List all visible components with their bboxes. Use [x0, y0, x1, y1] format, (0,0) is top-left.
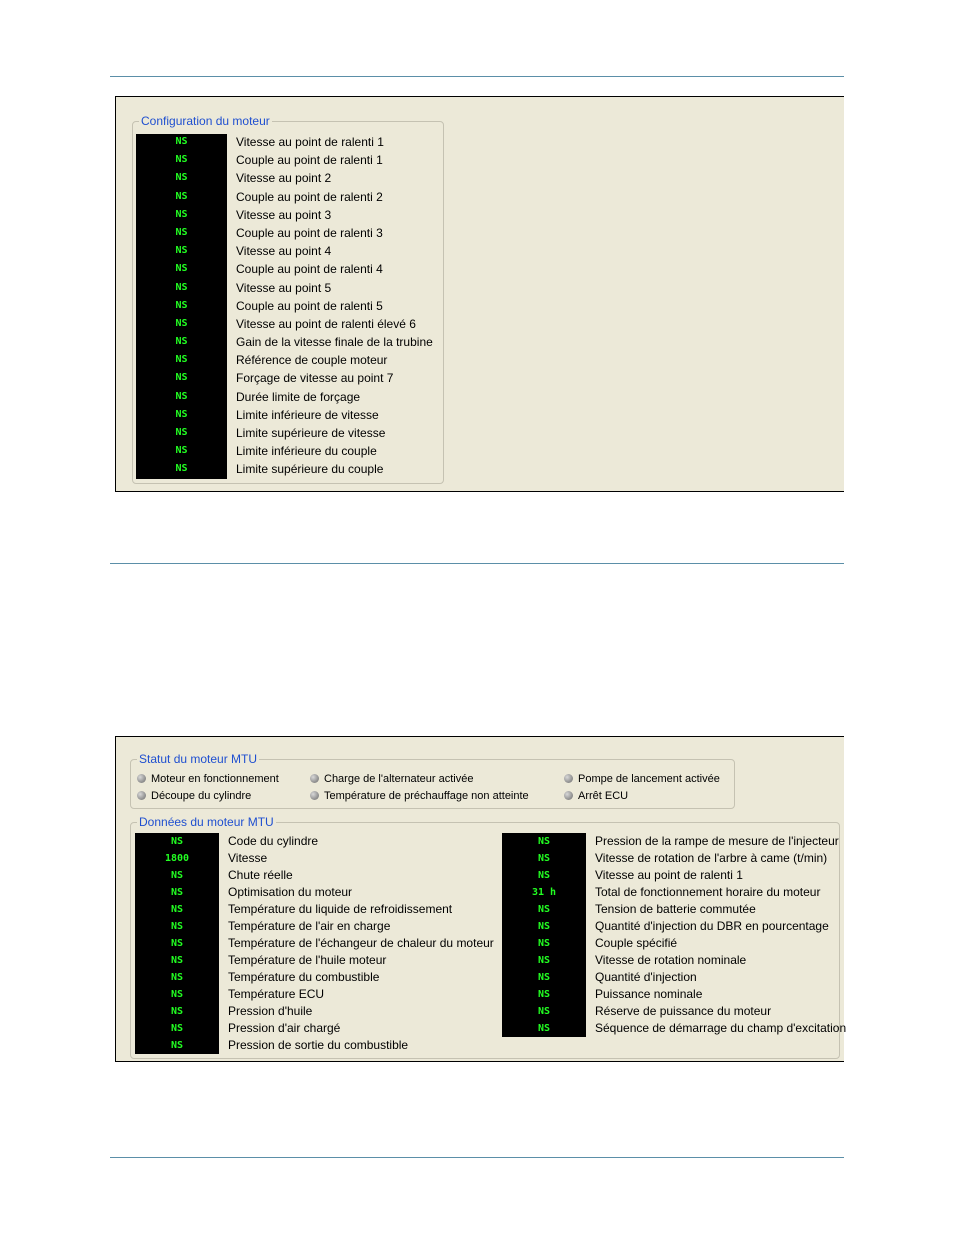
engine-config-row — [136, 351, 436, 369]
engine-config-label: Limite inférieure du couple — [236, 444, 377, 459]
mtu-data-label: Température ECU — [228, 987, 325, 1001]
mtu-data-row — [135, 952, 495, 969]
engine-config-label: Vitesse au point 4 — [236, 244, 332, 259]
mtu-data-value: NS — [537, 955, 551, 966]
engine-config-label: Forçage de vitesse au point 7 — [236, 371, 394, 386]
status-led-icon — [564, 774, 573, 783]
mtu-data-value: NS — [170, 1006, 184, 1017]
mtu-data-value: NS — [170, 1040, 184, 1051]
engine-config-row — [136, 424, 436, 442]
engine-config-label: Couple au point de ralenti 4 — [236, 262, 383, 277]
mtu-data-value: NS — [537, 904, 551, 915]
mtu-data-row — [135, 918, 495, 935]
mtu-data-row — [502, 1003, 832, 1020]
status-led-icon — [310, 774, 319, 783]
engine-config-label: Durée limite de forçage — [236, 389, 361, 404]
engine-config-value: NS — [175, 208, 188, 220]
mtu-data-row — [502, 935, 832, 952]
mtu-data-row — [502, 918, 832, 935]
engine-config-value: NS — [175, 263, 188, 275]
mtu-data-label: Vitesse au point de ralenti 1 — [595, 868, 743, 882]
mtu-status-label: Température de préchauffage non atteinte — [324, 790, 529, 802]
mtu-data-row — [135, 969, 495, 986]
engine-config-row — [136, 133, 436, 151]
engine-config-list — [136, 133, 436, 479]
engine-config-row — [136, 369, 436, 387]
mtu-data-label: Quantité d'injection — [595, 970, 697, 984]
engine-config-label: Vitesse au point 5 — [236, 280, 332, 295]
engine-config-row — [136, 242, 436, 260]
engine-config-row — [136, 406, 436, 424]
mtu-data-value: 31 h — [531, 887, 557, 898]
mtu-data-value: NS — [537, 853, 551, 864]
engine-config-value: NS — [175, 281, 188, 293]
mtu-data-value: NS — [537, 972, 551, 983]
engine-config-value: NS — [175, 372, 188, 384]
mtu-data-row — [502, 884, 832, 901]
mtu-data-label: Chute réelle — [228, 868, 293, 882]
mtu-data-value: NS — [170, 836, 184, 847]
engine-config-row — [136, 260, 436, 278]
engine-config-value: NS — [175, 154, 188, 166]
engine-config-row — [136, 388, 436, 406]
mtu-data-row — [135, 1020, 495, 1037]
engine-config-row — [136, 151, 436, 169]
mtu-data-value: NS — [170, 870, 184, 881]
engine-config-row — [136, 169, 436, 187]
mtu-data-right-list — [502, 833, 847, 1037]
bottom-divider — [110, 1157, 844, 1158]
engine-config-label: Couple au point de ralenti 5 — [236, 298, 383, 313]
mtu-data-row — [135, 1037, 495, 1054]
mtu-data-label: Température du liquide de refroidissement — [228, 902, 453, 916]
status-led-icon — [137, 774, 146, 783]
mtu-status-item — [310, 789, 529, 803]
mtu-status-label: Arrêt ECU — [578, 790, 629, 802]
mtu-data-label: Température de l'huile moteur — [228, 953, 387, 967]
engine-config-row — [136, 279, 436, 297]
engine-config-label: Couple au point de ralenti 3 — [236, 225, 383, 240]
status-led-icon — [564, 791, 573, 800]
mtu-status-item — [310, 772, 473, 786]
engine-config-row — [136, 333, 436, 351]
engine-config-title: Configuration du moteur — [141, 114, 270, 128]
mtu-data-label: Quantité d'injection du DBR en pourcentage — [595, 919, 829, 933]
mtu-data-value: NS — [170, 1023, 184, 1034]
mtu-data-label: Pression de la rampe de mesure de l'injecteur — [595, 834, 839, 848]
mtu-data-value: NS — [537, 1023, 551, 1034]
mtu-data-value: NS — [537, 921, 551, 932]
mtu-status-item — [137, 789, 251, 803]
mtu-data-value: NS — [170, 887, 184, 898]
status-led-icon — [310, 791, 319, 800]
mtu-data-value: NS — [537, 870, 551, 881]
mtu-status-label: Découpe du cylindre — [151, 790, 252, 802]
mtu-data-label: Vitesse de rotation de l'arbre à came (t/min) — [595, 851, 828, 865]
mtu-data-label: Pression de sortie du combustible — [228, 1038, 409, 1052]
engine-config-row — [136, 206, 436, 224]
status-led-icon — [137, 791, 146, 800]
top-divider — [110, 76, 844, 77]
mtu-data-label: Tension de batterie commutée — [595, 902, 756, 916]
engine-config-row — [136, 297, 436, 315]
engine-config-value: NS — [175, 427, 188, 438]
mtu-status-title: Statut du moteur MTU — [139, 752, 258, 766]
mtu-data-value: NS — [537, 836, 551, 847]
mtu-data-row — [135, 901, 495, 918]
engine-config-label: Vitesse au point 3 — [236, 207, 332, 222]
engine-config-value: NS — [175, 136, 188, 147]
mtu-data-row — [502, 833, 839, 850]
mtu-data-label: Pression d'air chargé — [228, 1021, 341, 1035]
mtu-data-value: NS — [170, 989, 184, 1000]
engine-config-row — [136, 188, 436, 206]
engine-config-value: NS — [175, 354, 188, 366]
engine-config-value: NS — [175, 408, 188, 420]
engine-config-label: Limite supérieure du couple — [236, 462, 384, 477]
engine-config-value: NS — [175, 226, 188, 238]
mtu-data-row — [135, 850, 495, 867]
engine-config-value: NS — [175, 463, 188, 475]
engine-config-value: NS — [175, 445, 188, 457]
engine-config-value: NS — [175, 317, 188, 329]
engine-config-label: Gain de la vitesse finale de la trubine — [236, 335, 433, 350]
engine-config-label: Limite supérieure de vitesse — [236, 426, 386, 440]
engine-config-label: Vitesse au point de ralenti élevé 6 — [236, 316, 416, 331]
mtu-data-label: Température de l'échangeur de chaleur du moteur — [228, 936, 494, 950]
middle-divider — [110, 563, 844, 564]
mtu-data-label: Total de fonctionnement horaire du moteur — [595, 885, 821, 899]
engine-config-label: Limite inférieure de vitesse — [236, 407, 379, 422]
mtu-status-item — [137, 772, 279, 786]
engine-config-row — [136, 460, 436, 478]
mtu-data-label: Vitesse — [228, 851, 268, 865]
engine-config-value: NS — [175, 390, 188, 402]
mtu-data-title: Données du moteur MTU — [139, 815, 274, 829]
mtu-data-value: 1800 — [164, 853, 190, 864]
mtu-data-value: NS — [537, 989, 551, 1000]
mtu-data-row — [135, 986, 495, 1003]
engine-config-label: Vitesse au point 2 — [236, 171, 332, 186]
engine-config-value: NS — [175, 190, 188, 202]
mtu-data-label: Vitesse de rotation nominale — [595, 953, 747, 967]
mtu-data-label: Pression d'huile — [228, 1004, 313, 1018]
mtu-data-value: NS — [170, 955, 184, 966]
mtu-data-value: NS — [170, 972, 184, 983]
engine-config-label: Vitesse au point de ralenti 1 — [236, 135, 384, 149]
mtu-data-value: NS — [170, 921, 184, 932]
mtu-data-label: Température du combustible — [228, 970, 380, 984]
engine-config-label: Couple au point de ralenti 1 — [236, 153, 383, 168]
mtu-data-row — [135, 833, 495, 850]
engine-config-row — [136, 442, 436, 460]
engine-config-label: Référence de couple moteur — [236, 353, 388, 368]
mtu-data-row — [502, 969, 832, 986]
mtu-status-item — [564, 772, 720, 786]
mtu-data-label: Puissance nominale — [595, 987, 703, 1001]
mtu-status-item — [564, 789, 628, 803]
engine-config-label: Couple au point de ralenti 2 — [236, 189, 383, 204]
mtu-data-label: Optimisation du moteur — [228, 885, 353, 899]
mtu-data-label: Couple spécifié — [595, 936, 678, 950]
mtu-data-row — [502, 850, 832, 867]
engine-config-value: NS — [175, 336, 188, 348]
mtu-data-label: Code du cylindre — [228, 834, 319, 848]
mtu-status-label: Charge de l'alternateur activée — [324, 773, 474, 785]
mtu-data-value: NS — [170, 938, 184, 949]
mtu-data-value: NS — [537, 938, 551, 949]
mtu-data-row — [502, 1020, 847, 1037]
mtu-status-label: Pompe de lancement activée — [578, 773, 720, 785]
engine-config-value: NS — [175, 299, 188, 311]
engine-config-row — [136, 224, 436, 242]
mtu-data-row — [135, 867, 495, 884]
engine-config-value: NS — [175, 172, 188, 184]
mtu-data-label: Séquence de démarrage du champ d'excitation — [595, 1021, 847, 1035]
mtu-data-value: NS — [537, 1006, 551, 1017]
mtu-data-row — [135, 935, 495, 952]
mtu-data-row — [135, 1003, 495, 1020]
engine-config-value: NS — [175, 245, 188, 257]
mtu-data-row — [502, 986, 832, 1003]
mtu-screenshot — [115, 736, 847, 1062]
mtu-data-value: NS — [170, 904, 184, 915]
mtu-data-row — [135, 884, 495, 901]
mtu-data-row — [502, 901, 832, 918]
mtu-data-row — [502, 952, 832, 969]
mtu-data-left-list — [135, 833, 495, 1054]
mtu-data-row — [502, 867, 832, 884]
mtu-data-label: Température de l'air en charge — [228, 919, 391, 933]
mtu-status-label: Moteur en fonctionnement — [151, 773, 279, 785]
engine-config-row — [136, 315, 436, 333]
engine-config-screenshot — [115, 96, 844, 492]
mtu-data-label: Réserve de puissance du moteur — [595, 1004, 772, 1018]
